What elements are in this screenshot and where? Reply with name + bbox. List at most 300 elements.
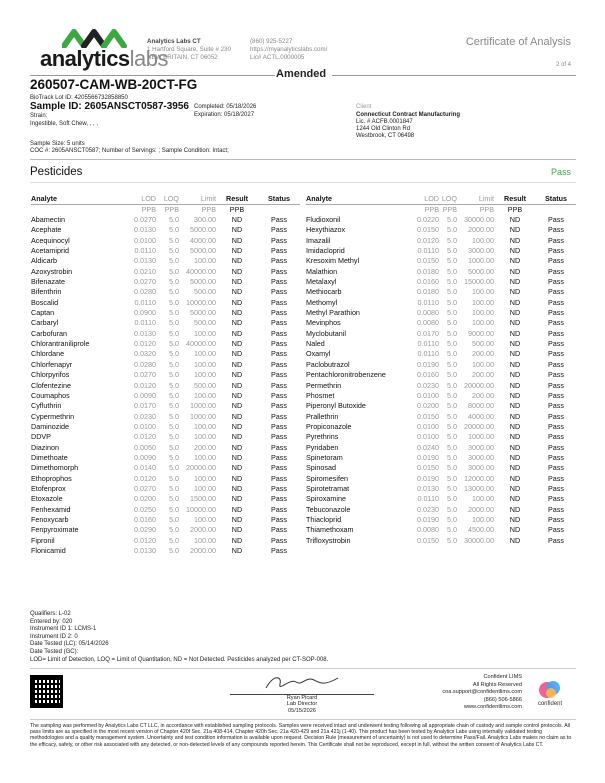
limit-cell: 100.00 [472, 494, 494, 504]
limit-cell: 5000.00 [190, 308, 216, 318]
table-row [31, 381, 300, 391]
limit-cell: 9000.00 [468, 328, 494, 338]
lod-cell: 0.0150 [417, 463, 439, 473]
limit-cell: 10000.00 [186, 297, 216, 307]
loq-cell: 5.0 [447, 277, 457, 287]
status-cell: Pass [548, 297, 564, 307]
analyte-cell: Mevinphos [306, 318, 341, 328]
status-cell: Pass [271, 287, 287, 297]
loq-cell: 5.0 [169, 349, 179, 359]
lod-cell: 0.0120 [134, 380, 156, 390]
result-cell: ND [231, 328, 243, 338]
result-cell: ND [231, 246, 243, 256]
analyte-cell: Bifenthrin [31, 287, 62, 297]
table-row [306, 401, 576, 411]
status-cell: Pass [548, 235, 564, 245]
result-cell: ND [509, 235, 521, 245]
result-cell: ND [231, 473, 243, 483]
limit-cell: 100.00 [194, 514, 216, 524]
analyte-cell: Abamectin [31, 215, 65, 224]
table-row [306, 453, 576, 463]
limit-cell: 500.00 [194, 380, 216, 390]
status-cell: Pass [271, 483, 287, 493]
confident-l1: Confident LIMS [483, 674, 522, 680]
table-row [31, 463, 300, 473]
table-row [306, 370, 576, 380]
limit-cell: 200.00 [472, 349, 494, 359]
lod-cell: 0.0900 [134, 308, 156, 318]
sample-size: Sample Size: 5 units [30, 141, 85, 147]
lod-cell: 0.0160 [417, 370, 439, 380]
loq-cell: 5.0 [447, 442, 457, 452]
disclaimer-divider [30, 719, 576, 720]
table-row [31, 453, 300, 463]
loq-cell: 5.0 [169, 432, 179, 442]
loq-cell: 5.0 [447, 370, 457, 380]
signature-block [230, 695, 374, 714]
analyte-cell: Permethrin [306, 380, 342, 390]
instrument-1: Instrument ID 1: LCMS-1 [30, 626, 97, 633]
table-row [31, 329, 300, 339]
limit-cell: 1000.00 [190, 401, 216, 411]
lod-cell: 0.0120 [134, 432, 156, 442]
table-row [306, 536, 576, 546]
table-row [306, 412, 576, 422]
lod-cell: 0.0120 [417, 235, 439, 245]
table-row [31, 267, 300, 277]
status-cell: Pass [548, 256, 564, 266]
limit-cell: 12000.00 [464, 473, 494, 483]
result-cell: ND [509, 432, 521, 442]
limit-cell: 300.00 [194, 215, 216, 224]
analyte-cell: Thiacloprid [306, 514, 342, 524]
limit-cell: 3000.00 [468, 452, 494, 462]
page-number: 2 of 4 [555, 62, 571, 68]
status-cell: Pass [271, 535, 287, 545]
lod-cell: 0.0110 [134, 297, 156, 307]
table-row [306, 443, 576, 453]
limit-cell: 3000.00 [468, 246, 494, 256]
table-row [31, 287, 300, 297]
result-cell: ND [509, 452, 521, 462]
status-cell: Pass [271, 494, 287, 504]
analyte-cell: Fenhexamid [31, 504, 71, 514]
loq-cell: 5.0 [169, 535, 179, 545]
loq-cell: 5.0 [169, 297, 179, 307]
loq-cell: 5.0 [447, 411, 457, 421]
loq-cell: 5.0 [447, 504, 457, 514]
lod-cell: 0.0050 [134, 442, 156, 452]
col-limit: Limit [179, 193, 216, 205]
analyte-cell: Diazinon [31, 442, 59, 452]
status-cell: Pass [548, 225, 564, 235]
result-cell: ND [231, 432, 243, 442]
analyte-cell: Imazalil [306, 235, 331, 245]
qualifiers: Qualifiers: L-02 [30, 611, 71, 617]
result-cell: ND [231, 308, 243, 318]
status-cell: Pass [271, 246, 287, 256]
lod-cell: 0.0100 [134, 421, 156, 431]
status-cell: Pass [548, 339, 564, 349]
lod-cell: 0.0150 [417, 411, 439, 421]
status-cell: Pass [271, 370, 287, 380]
loq-cell: 5.0 [447, 266, 457, 276]
result-cell: ND [231, 411, 243, 421]
client-label: Client [356, 104, 372, 110]
result-cell: ND [509, 318, 521, 328]
analyte-cell: Kresoxim Methyl [306, 256, 360, 266]
loq-cell: 5.0 [169, 546, 179, 555]
analyte-cell: Naled [306, 339, 325, 349]
status-cell: Pass [271, 339, 287, 349]
limit-cell: 1000.00 [190, 411, 216, 421]
analyte-cell: Daminozide [31, 421, 69, 431]
signature-icon [262, 672, 342, 694]
logo-mark-icon [62, 26, 136, 48]
signer-name: Ryan Picard [286, 695, 318, 701]
status-cell: Pass [271, 297, 287, 307]
lod-cell: 0.0130 [417, 483, 439, 493]
loq-cell: 5.0 [169, 266, 179, 276]
limit-cell: 100.00 [472, 235, 494, 245]
result-cell: ND [231, 483, 243, 493]
status-cell: Pass [271, 421, 287, 431]
lod-cell: 0.0280 [134, 287, 156, 297]
loq-cell: 5.0 [169, 359, 179, 369]
analyte-cell: Cypermethrin [31, 411, 75, 421]
result-cell: ND [231, 225, 243, 235]
limit-cell: 100.00 [472, 514, 494, 524]
result-cell: ND [231, 452, 243, 462]
loq-cell: 5.0 [169, 494, 179, 504]
lod-cell: 0.0130 [134, 256, 156, 266]
status-cell: Pass [271, 546, 287, 555]
analyte-cell: Azoxystrobin [31, 266, 73, 276]
table-row [31, 277, 300, 287]
analyte-cell: Bifenazate [31, 277, 65, 287]
limit-cell: 500.00 [194, 287, 216, 297]
analyte-cell: Fipronil [31, 535, 55, 545]
amended-label: Amended [276, 68, 327, 80]
lod-cell: 0.0180 [417, 266, 439, 276]
lod-cell: 0.0170 [134, 401, 156, 411]
lod-cell: 0.0110 [134, 246, 156, 256]
loq-cell: 5.0 [169, 370, 179, 380]
result-cell: ND [509, 473, 521, 483]
confident-l2: All Rights Reserved [472, 681, 522, 688]
analyte-cell: Fenoxycarb [31, 514, 69, 524]
result-cell: ND [231, 421, 243, 431]
status-cell: Pass [548, 442, 564, 452]
qr-code-icon[interactable] [30, 675, 63, 708]
limit-cell: 100.00 [194, 349, 216, 359]
table-row [306, 318, 576, 328]
loq-cell: 5.0 [447, 390, 457, 400]
status-cell: Pass [548, 215, 564, 224]
analyte-cell: Piperonyl Butoxide [306, 401, 366, 411]
table-row [306, 463, 576, 473]
table-row [306, 236, 576, 246]
header-divider-left [30, 75, 275, 76]
limit-cell: 100.00 [194, 473, 216, 483]
analyte-cell: Pyridaben [306, 442, 339, 452]
limit-cell: 100.00 [194, 421, 216, 431]
matrix: Ingestible, Soft Chew, , , , [30, 121, 99, 127]
lod-cell: 0.0290 [134, 525, 156, 535]
loq-cell: 5.0 [447, 380, 457, 390]
loq-cell: 5.0 [447, 235, 457, 245]
lab-license: Lic# ACTL.0000005 [250, 54, 305, 62]
status-cell: Pass [271, 432, 287, 442]
table-row [306, 505, 576, 515]
limit-cell: 500.00 [194, 318, 216, 328]
analyte-cell: Phosmet [306, 390, 335, 400]
lod-cell: 0.0270 [134, 215, 156, 224]
footer-divider [30, 668, 576, 669]
loq-cell: 5.0 [447, 339, 457, 349]
confident-brand: confident [537, 701, 563, 707]
status-cell: Pass [271, 473, 287, 483]
lod-cell: 0.0110 [417, 246, 439, 256]
status-cell: Pass [271, 359, 287, 369]
lod-cell: 0.0170 [417, 328, 439, 338]
analyte-cell: Etoxazole [31, 494, 63, 504]
limit-cell: 30000.00 [464, 535, 494, 545]
logo-text-b: labs [129, 46, 169, 71]
limit-cell: 100.00 [194, 256, 216, 266]
signature-date: 05/15/2026 [288, 707, 316, 714]
table-row [31, 360, 300, 370]
lod-cell: 0.0100 [134, 235, 156, 245]
table-row [31, 536, 300, 546]
table-row [306, 287, 576, 297]
loq-cell: 5.0 [169, 277, 179, 287]
lab-website[interactable]: https://myanalyticslabs.com/ [250, 46, 328, 54]
table-row [306, 381, 576, 391]
result-cell: ND [231, 297, 243, 307]
lod-cell: 0.0110 [417, 297, 439, 307]
lod-cell: 0.0130 [134, 225, 156, 235]
result-cell: ND [509, 225, 521, 235]
col-lod: LOD [409, 193, 439, 205]
result-cell: ND [231, 401, 243, 411]
result-cell: ND [231, 318, 243, 328]
limit-cell: 100.00 [472, 318, 494, 328]
status-cell: Pass [271, 525, 287, 535]
table-row [306, 329, 576, 339]
lod-cell: 0.0190 [417, 452, 439, 462]
notes [30, 611, 328, 664]
limit-cell: 10000.00 [186, 504, 216, 514]
limit-cell: 20000.00 [464, 421, 494, 431]
completed-date: Completed: 05/18/2026 [194, 104, 257, 110]
analyte-cell: Dimethoate [31, 452, 68, 462]
table-row [306, 525, 576, 535]
table-row [306, 349, 576, 359]
loq-cell: 5.0 [169, 287, 179, 297]
status-cell: Pass [548, 359, 564, 369]
table-row [31, 401, 300, 411]
table-row [31, 215, 300, 225]
analyte-cell: Methyl Parathion [306, 308, 360, 318]
result-cell: ND [231, 266, 243, 276]
loq-cell: 5.0 [447, 349, 457, 359]
lod-cell: 0.0320 [134, 349, 156, 359]
lod-cell: 0.0250 [134, 504, 156, 514]
lab-phone: (860) 925-5227 [250, 38, 293, 45]
limit-cell: 100.00 [194, 390, 216, 400]
loq-cell: 5.0 [447, 494, 457, 504]
lod-cell: 0.0120 [134, 339, 156, 349]
loq-cell: 5.0 [169, 308, 179, 318]
lod-cell: 0.0200 [417, 401, 439, 411]
analyte-cell: Prallethrin [306, 411, 339, 421]
sample-title: 260507-CAM-WB-20CT-FG [30, 77, 198, 92]
loq-cell: 5.0 [447, 535, 457, 545]
limit-cell: 1000.00 [468, 432, 494, 442]
table-row [306, 308, 576, 318]
table-row [31, 474, 300, 484]
loq-cell: 5.0 [447, 318, 457, 328]
table-row [306, 360, 576, 370]
result-cell: ND [231, 235, 243, 245]
unit-lod: PPB [141, 205, 156, 214]
limit-cell: 20000.00 [464, 380, 494, 390]
result-cell: ND [509, 359, 521, 369]
analyte-cell: Cyfluthrin [31, 401, 62, 411]
limit-cell: 100.00 [194, 452, 216, 462]
table-row [306, 494, 576, 504]
lod-cell: 0.0100 [417, 432, 439, 442]
status-cell: Pass [548, 473, 564, 483]
table-row [31, 246, 300, 256]
status-cell: Pass [548, 463, 564, 473]
limit-cell: 100.00 [194, 359, 216, 369]
document-title: Certificate of Analysis [465, 36, 571, 48]
unit-result: PPB [229, 205, 245, 214]
loq-cell: 5.0 [447, 287, 457, 297]
unit-loq: PPB [164, 205, 179, 214]
result-cell: ND [231, 494, 243, 504]
table-row [31, 370, 300, 380]
table-row [31, 432, 300, 442]
result-cell: ND [509, 246, 521, 256]
loq-cell: 5.0 [169, 225, 179, 235]
unit-lod: PPB [424, 205, 439, 214]
lod-cell: 0.0110 [134, 318, 156, 328]
result-cell: ND [231, 359, 243, 369]
analyte-cell: Myclobutanil [306, 328, 346, 338]
confident-web[interactable]: www.confidentlims.com [463, 704, 522, 710]
loq-cell: 5.0 [447, 297, 457, 307]
result-cell: ND [509, 401, 521, 411]
table-row [306, 246, 576, 256]
table-row [31, 236, 300, 246]
analyte-cell: Flonicamid [31, 546, 66, 555]
col-loq: LOQ [156, 193, 179, 205]
col-loq: LOQ [439, 193, 457, 205]
col-result: Result [494, 193, 536, 205]
limit-cell: 13000.00 [464, 483, 494, 493]
result-cell: ND [509, 442, 521, 452]
status-cell: Pass [271, 266, 287, 276]
lod-cell: 0.0190 [417, 473, 439, 483]
lod-cell: 0.0090 [134, 452, 156, 462]
client-name: Connecticut Contract Manufacturing [356, 112, 461, 118]
status-cell: Pass [271, 504, 287, 514]
status-cell: Pass [548, 535, 564, 545]
status-cell: Pass [548, 308, 564, 318]
loq-cell: 5.0 [447, 463, 457, 473]
date-tested-lc: Date Tested (LC): 05/14/2026 [30, 641, 109, 648]
loq-cell: 5.0 [169, 235, 179, 245]
result-cell: ND [231, 514, 243, 524]
col-status: Status [536, 193, 576, 205]
result-cell: ND [231, 215, 243, 224]
limit-cell: 200.00 [472, 390, 494, 400]
loq-cell: 5.0 [169, 318, 179, 328]
table-row [306, 256, 576, 266]
table-row [31, 525, 300, 535]
analyte-cell: Carbaryl [31, 318, 59, 328]
confident-phone: (866) 506-5866 [483, 696, 522, 703]
expiration-date: Expiration: 05/18/2027 [194, 112, 255, 118]
lod-cell: 0.0180 [417, 287, 439, 297]
analyte-cell: Malathion [306, 266, 338, 276]
loq-cell: 5.0 [447, 246, 457, 256]
lab-address-1: 1 Hartford Square, Suite # 230 [147, 46, 231, 54]
lod-cell: 0.0090 [134, 390, 156, 400]
result-cell: ND [509, 483, 521, 493]
table-row [31, 422, 300, 432]
analyte-cell: Spinetoram [306, 452, 343, 462]
loq-cell: 5.0 [169, 525, 179, 535]
section-title-divider [30, 182, 576, 183]
confident-email[interactable]: coa.support@confidentlims.com [442, 689, 522, 695]
analyte-cell: Hexythiazox [306, 225, 346, 235]
status-cell: Pass [548, 266, 564, 276]
section-divider [30, 159, 576, 160]
confident-logo-icon [538, 678, 562, 700]
lod-cell: 0.0210 [134, 266, 156, 276]
loq-cell: 5.0 [447, 432, 457, 442]
result-cell: ND [509, 277, 521, 287]
table-row [31, 298, 300, 308]
analyte-cell: Metalaxyl [306, 277, 337, 287]
analyte-cell: Captan [31, 308, 55, 318]
table-row [306, 515, 576, 525]
status-cell: Pass [548, 277, 564, 287]
status-cell: Pass [548, 246, 564, 256]
status-cell: Pass [548, 287, 564, 297]
result-cell: ND [509, 525, 521, 535]
analyte-cell: Chlorantraniliprole [31, 339, 90, 349]
loq-cell: 5.0 [169, 452, 179, 462]
result-cell: ND [509, 411, 521, 421]
result-cell: ND [509, 287, 521, 297]
lod-cell: 0.0080 [417, 525, 439, 535]
status-cell: Pass [271, 225, 287, 235]
status-cell: Pass [271, 380, 287, 390]
status-cell: Pass [548, 349, 564, 359]
result-cell: ND [231, 535, 243, 545]
analyte-cell: Spiromesifen [306, 473, 348, 483]
status-cell: Pass [548, 390, 564, 400]
table-row [31, 546, 300, 556]
result-cell: ND [231, 463, 243, 473]
unit-loq: PPB [442, 205, 457, 214]
table-row [31, 308, 300, 318]
